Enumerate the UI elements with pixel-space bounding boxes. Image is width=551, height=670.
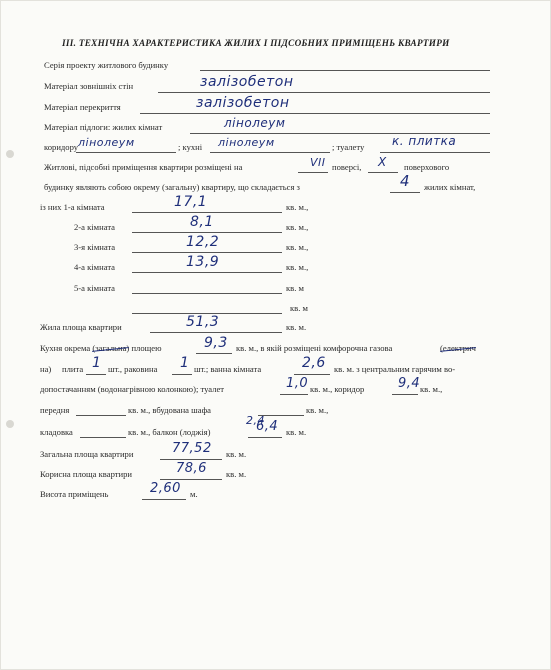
room2-value: 8,1 [190, 214, 214, 230]
building-label: будинку являють собою окрему (загальну) квартиру, що складається з [44, 182, 300, 192]
toilet-area-value: 1,0 [286, 376, 309, 391]
room1-label: із них 1-а кімната [40, 202, 105, 212]
kitchen-rule [210, 152, 330, 153]
floor-number-value: VII [310, 156, 326, 169]
floor-number-rule [298, 172, 328, 173]
height-label: Висота приміщень [40, 489, 109, 499]
room2-unit: кв. м., [286, 222, 309, 232]
height-value: 2,60 [150, 481, 181, 496]
kitchen-sep-e-text: (електрич [440, 343, 476, 353]
floor-toilet-value: к. плитка [392, 134, 457, 148]
height-rule [142, 499, 186, 500]
bath-area-value: 2,6 [302, 355, 326, 371]
useful-label: Корисна площа квартири [40, 469, 133, 479]
room5-rule [132, 293, 282, 294]
kitchen-label: ; кухні [178, 142, 203, 152]
room3-value: 12,2 [186, 234, 220, 250]
balcony-value: 6,4 [256, 419, 279, 434]
room1-value: 17,1 [174, 194, 208, 210]
stove-count-rule [86, 374, 106, 375]
ceiling-label: Матеріал перекриття [44, 102, 121, 112]
room5-unit: кв. м [286, 283, 304, 293]
stove-b: плита [62, 364, 84, 374]
walls-label: Матеріал зовнішніх стін [44, 81, 134, 91]
useful-value: 78,6 [176, 461, 207, 476]
bath-area-rule [294, 374, 330, 375]
ceiling-value: залізобетон [196, 95, 290, 111]
balcony-note-value: 2,4 [246, 414, 265, 427]
pantry-c: кв. м. [286, 427, 307, 437]
useful-unit: кв. м. [226, 469, 247, 479]
corridor-label: коридору [44, 142, 79, 152]
floor-word: поверсі, [332, 162, 362, 172]
rooms-suffix: жилих кімнат, [424, 182, 476, 192]
hall-c: кв. м., [306, 405, 329, 415]
kitchen-sep-line [40, 343, 162, 353]
room2-rule [132, 232, 282, 233]
punch-hole [6, 150, 14, 158]
storey-word: поверхового [404, 162, 450, 172]
placement-label: Житлові, підсобні приміщення квартири розміщені на [44, 162, 243, 172]
living-unit: кв. м. [286, 322, 307, 332]
living-value: 51,3 [186, 314, 220, 330]
walls-rule [158, 92, 490, 93]
stove-d: шт.; ванна кімната [194, 364, 262, 374]
floor-kitchen-value: лінолеум [218, 136, 275, 149]
ceiling-rule [140, 113, 490, 114]
walls-value: залізобетон [200, 74, 294, 90]
room3-label: 3-я кімната [74, 242, 116, 252]
room2-label: 2-а кімната [74, 222, 115, 232]
corridor-area-value: 9,4 [398, 376, 421, 391]
corridor-rule [76, 152, 176, 153]
balcony-rule [248, 437, 282, 438]
stove-e: кв. м. з центральним гарячим во- [334, 364, 456, 374]
stove-c: шт., раковина [108, 364, 158, 374]
toilet-label: ; туалету [332, 142, 365, 152]
series-label: Серія проекту житлового будинку [44, 60, 169, 70]
room4-rule [132, 272, 282, 273]
kitchen-area-value: 9,3 [204, 335, 228, 351]
stove-count-value: 1 [92, 355, 102, 371]
sink-count-rule [172, 374, 192, 375]
floor-corridor-value: лінолеум [78, 136, 135, 149]
room4-unit: кв. м., [286, 262, 309, 272]
rooms-count-value: 4 [400, 172, 411, 190]
kitchen-sep-a: Кухня окрема [40, 343, 91, 353]
room3-unit: кв. м., [286, 242, 309, 252]
series-rule [200, 70, 490, 71]
room3-rule [132, 252, 282, 253]
kitchen-sep-d: кв. м., в якій розміщені комфорочна газова [236, 343, 393, 353]
total-value: 77,52 [172, 441, 212, 456]
hall-a: передня [40, 405, 70, 415]
room1-unit: кв. м., [286, 202, 309, 212]
hall-rule [76, 415, 126, 416]
room4-label: 4-а кімната [74, 262, 115, 272]
living-rule [150, 332, 282, 333]
total-rule [160, 459, 222, 460]
corridor-area-rule [392, 394, 418, 395]
total-unit: кв. м. [226, 449, 247, 459]
punch-hole [6, 420, 14, 428]
room6-unit: кв. м [290, 303, 308, 313]
storeys-rule [368, 172, 398, 173]
total-label: Загальна площа квартири [40, 449, 134, 459]
kitchen-sep-e [440, 343, 476, 353]
hall-b: кв. м., вбудована шафа [128, 405, 211, 415]
toilet-area-rule [280, 394, 308, 395]
floor-label: Матеріал підлоги: жилих кімнат [44, 122, 163, 132]
sink-count-value: 1 [180, 355, 190, 371]
height-unit: м. [190, 489, 198, 499]
storeys-value: X [378, 155, 387, 169]
toilet-rule [380, 152, 490, 153]
stove-a: на) [40, 364, 52, 374]
living-label: Жила площа квартири [40, 322, 122, 332]
pantry-rule [80, 437, 126, 438]
rooms-count-rule [390, 192, 420, 193]
kitchen-sep-c: площею [131, 343, 162, 353]
room4-value: 13,9 [186, 254, 220, 270]
kitchen-sep-b: (загальна) [92, 343, 130, 353]
pantry-b: кв. м., балкон (лоджія) [128, 427, 211, 437]
water-c: кв. м., [420, 384, 443, 394]
section-title: ІІІ. ТЕХНІЧНА ХАРАКТЕРИСТИКА ЖИЛИХ І ПІДСОБНИХ ПРИМІЩЕНЬ КВАРТИРИ [62, 38, 450, 48]
kitchen-area-rule [196, 353, 232, 354]
useful-rule [160, 479, 222, 480]
room5-label: 5-а кімната [74, 283, 115, 293]
water-a: допостачанням (водонагрівною колонкою); туалет [40, 384, 225, 394]
water-b: кв. м., коридор [310, 384, 365, 394]
floor-rooms-value: лінолеум [224, 116, 286, 130]
room1-rule [132, 212, 282, 213]
pantry-a: кладовка [40, 427, 73, 437]
